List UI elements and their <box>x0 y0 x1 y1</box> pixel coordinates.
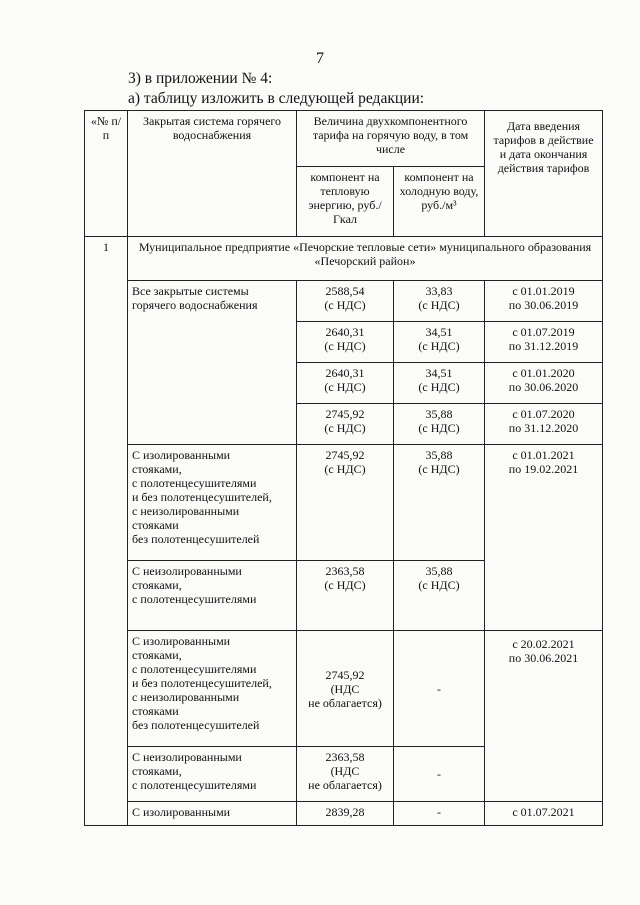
water-cell: 35,88 (с НДС) <box>394 561 485 631</box>
heat-cell: 2839,28 <box>297 802 394 826</box>
row-number: 1 <box>85 237 128 826</box>
header-number: «№ п/п <box>85 111 128 237</box>
dates-cell: с 01.01.2019 по 30.06.2019 <box>485 281 603 322</box>
heat-cell: 2363,58 (с НДС) <box>297 561 394 631</box>
header-dates: Дата введения тарифов в действие и дата окончания действия тарифов <box>485 111 603 237</box>
water-cell: - <box>394 631 485 747</box>
header-tariff: Величина двухкомпонентного тарифа на горячую воду, в том числе <box>297 111 485 167</box>
system-cell: Все закрытые системы горячего водоснабжения <box>128 281 297 445</box>
header-system: Закрытая система горячего водоснабжения <box>128 111 297 237</box>
organization-name: Муниципальное предприятие «Печорские тепловые сети» муниципального образования «Печорский район» <box>128 237 603 281</box>
system-cell: С неизолированными стояками, с полотенцесушителями <box>128 561 297 631</box>
dates-cell: с 01.07.2019 по 31.12.2019 <box>485 322 603 363</box>
heat-cell: 2640,31 (с НДС) <box>297 322 394 363</box>
water-cell: 34,51 (с НДС) <box>394 363 485 404</box>
dates-cell: с 01.07.2020 по 31.12.2020 <box>485 404 603 445</box>
org-row <box>85 237 603 281</box>
water-cell: 35,88 (с НДС) <box>394 445 485 561</box>
header-water-component: компонент на холодную воду, руб./м³ <box>394 167 485 237</box>
heat-cell: 2640,31 (с НДС) <box>297 363 394 404</box>
dates-cell: с 20.02.2021 по 30.06.2021 <box>485 631 603 802</box>
table-row <box>85 445 603 561</box>
dates-cell: с 01.07.2021 <box>485 802 603 826</box>
water-cell: - <box>394 802 485 826</box>
heat-cell: 2745,92 (с НДС) <box>297 404 394 445</box>
table-row <box>85 281 603 322</box>
heat-cell: 2363,58 (НДС не облагается) <box>297 747 394 802</box>
system-cell: С изолированными <box>128 802 297 826</box>
water-cell: 35,88 (с НДС) <box>394 404 485 445</box>
amendment-item: 3) в приложении № 4: <box>128 70 273 87</box>
table-row <box>85 802 603 826</box>
table-row <box>85 631 603 747</box>
amendment-subitem: а) таблицу изложить в следующей редакции: <box>128 90 425 107</box>
heat-cell: 2588,54 (с НДС) <box>297 281 394 322</box>
system-cell: С неизолированными стояками, с полотенцесушителями <box>128 747 297 802</box>
header-heat-component: компонент на тепловую энергию, руб./Гкал <box>297 167 394 237</box>
heat-cell: 2745,92 (НДС не облагается) <box>297 631 394 747</box>
system-cell: С изолированными стояками, с полотенцесушителями и без полотенцесушителей, с неизолированными стояками без полотенцесушителей <box>128 631 297 747</box>
water-cell: 34,51 (с НДС) <box>394 322 485 363</box>
water-cell: - <box>394 747 485 802</box>
dates-cell: с 01.01.2020 по 30.06.2020 <box>485 363 603 404</box>
system-cell: С изолированными стояками, с полотенцесушителями и без полотенцесушителей, с неизолированными стояками без полотенцесушителей <box>128 445 297 561</box>
heat-cell: 2745,92 (с НДС) <box>297 445 394 561</box>
dates-cell: с 01.01.2021 по 19.02.2021 <box>485 445 603 631</box>
tariff-table <box>84 110 603 826</box>
table-header-row <box>85 111 603 167</box>
page-number: 7 <box>316 50 324 67</box>
water-cell: 33,83 (с НДС) <box>394 281 485 322</box>
